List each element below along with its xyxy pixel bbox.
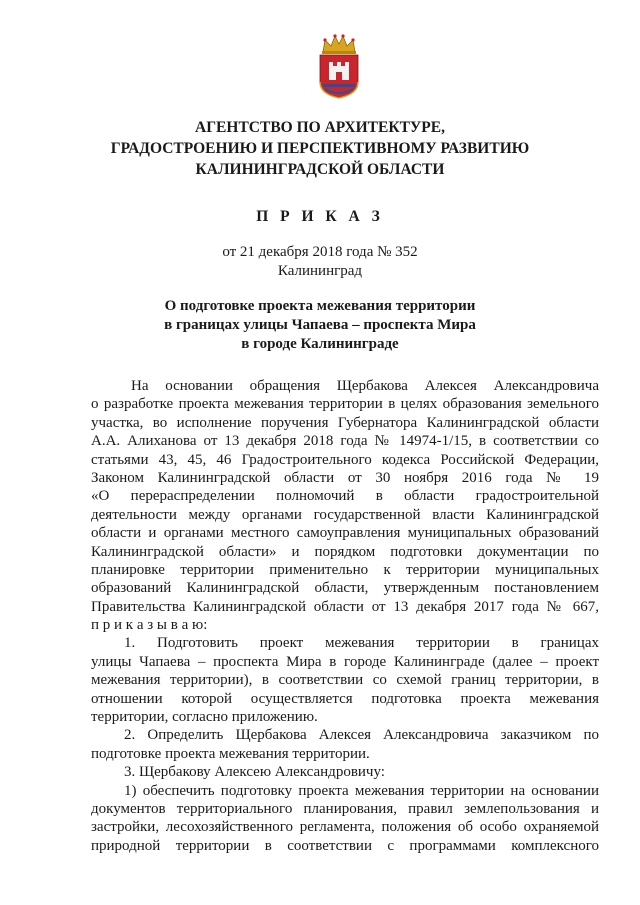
body-line: На основании обращения Щербакова Алексея Александровича [131,378,599,394]
body-line: А.А. Алиханова от 13 декабря 2018 года № 14974-1/15, в соответствии со [91,433,599,450]
body-line-item-2: 2. Определить Щербакова Алексея Александровича заказчиком по [124,727,599,744]
body-line: застройки, лесохозяйственного регламента, положения об особо охраняемой [91,819,599,836]
order-city: Калининград [277,263,363,279]
order-subject [60,297,580,354]
kaliningrad-coat-of-arms-icon [315,32,363,100]
agency-name [60,117,580,180]
body-line-decree: п р и к а з ы в а ю: [91,617,208,634]
body-line: «О перераспределении полномочий в области градостроительной [91,488,599,505]
body-line: документов территориального планирования, правил землепользования и [91,800,599,817]
body-line: области и органами местного самоуправления муниципальных образований [91,525,599,542]
body-line-subitem-1: 1) обеспечить подготовку проекта межевания территории на основании [124,782,599,799]
body-line: Калининградской области» и порядком подготовки документации по [91,543,599,560]
order-title: П Р И К А З [256,208,384,225]
body-line: Правительства Калининградской области от 13 декабря 2017 года № 667, [91,598,599,615]
subject-line-1: О подготовке проекта межевания территории [164,298,476,314]
agency-line-3: КАЛИНИНГРАДСКОЙ ОБЛАСТИ [195,161,445,178]
body-line-item-1: 1. Подготовить проект межевания территории в границах [124,635,599,652]
order-date-block [60,243,580,281]
subject-line-2: в границах улицы Чапаева – проспекта Мира [164,317,476,333]
body-line: образований Калининградской области, утвержденным постановлением [91,580,599,597]
body-line: о разработке проекта межевания территории в целях образования земельного [91,396,599,413]
subject-line-3: в городе Калининграде [241,336,399,352]
body-line: межевания территории), в соответствии со схемой границ территории, в [91,672,599,689]
body-line-item-3: 3. Щербакову Алексею Александровичу: [124,764,385,781]
agency-line-1: АГЕНТСТВО ПО АРХИТЕКТУРЕ, [195,119,445,136]
body-line: деятельности между органами государственной власти Калининградской [91,506,599,523]
order-date: от 21 декабря 2018 года № 352 [222,244,418,260]
body-line: Законом Калининградской области от 30 ноября 2016 года № 19 [91,469,599,486]
body-line: природной территории в соответствии с программами комплексного [91,837,599,854]
body-line: отношении которой осуществляется подготовка проекта межевания [91,690,599,707]
body-line: статьями 43, 45, 46 Градостроительного кодекса Российской Федерации, [91,451,599,468]
body-line: участка, во исполнение поручения Губернатора Калининградской области [91,414,599,431]
body-line: территории, согласно приложению. [91,709,318,726]
agency-line-2: ГРАДОСТРОЕНИЮ И ПЕРСПЕКТИВНОМУ РАЗВИТИЮ [110,140,530,157]
body-line: подготовке проекта межевания территории. [91,745,370,762]
body-line: планировке территории применительно к территории муниципальных [91,561,599,578]
order-body [91,377,599,855]
body-line: улицы Чапаева – проспекта Мира в городе Калининграде (далее – проект [91,653,599,670]
